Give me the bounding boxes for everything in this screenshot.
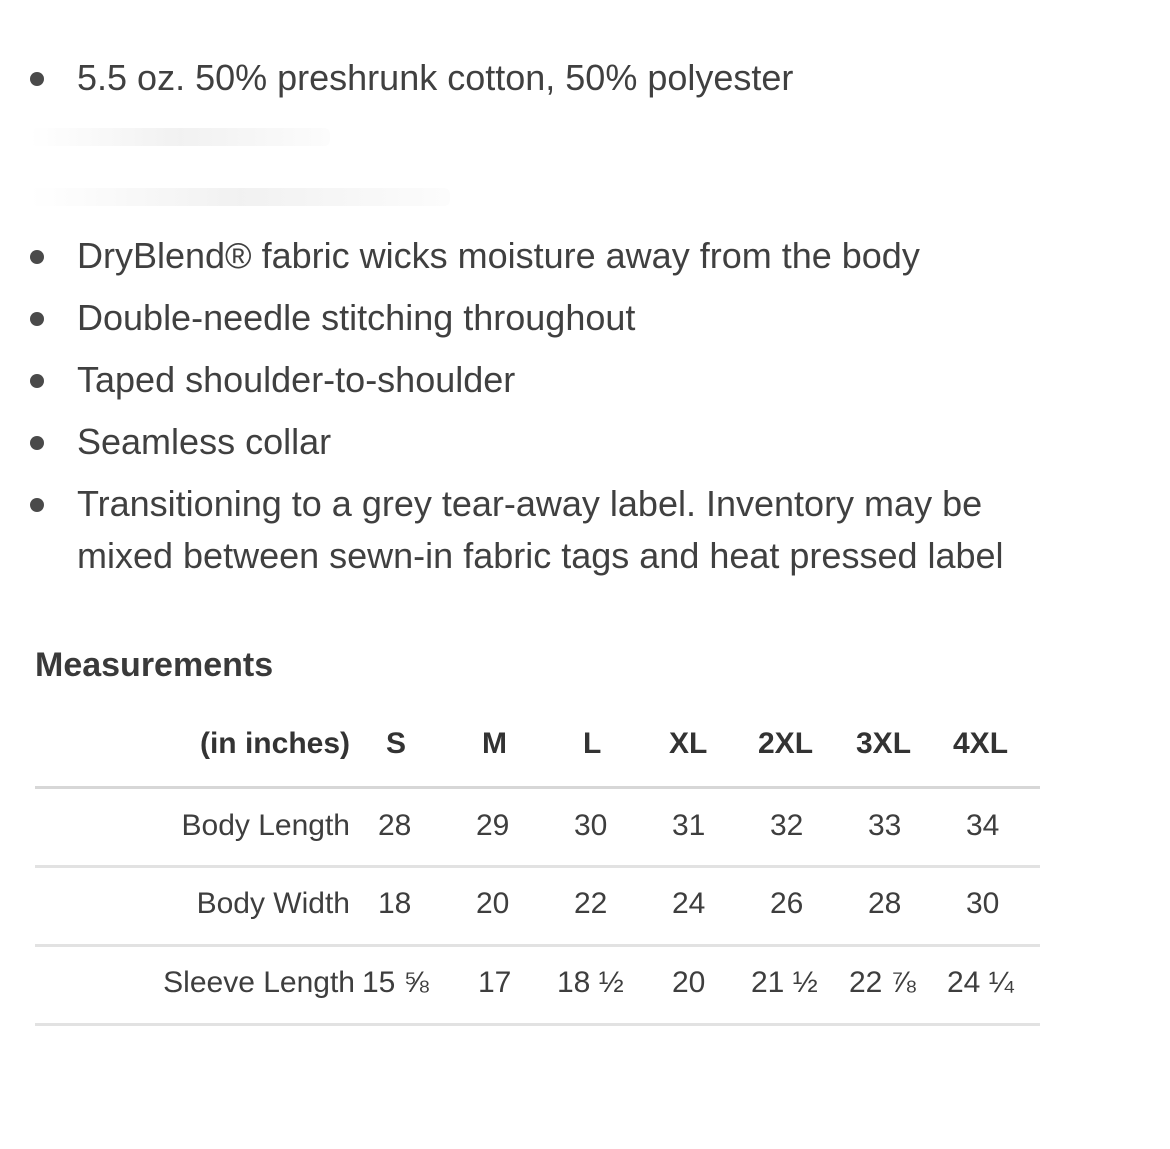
size-header: L <box>583 727 602 760</box>
table-divider <box>35 1023 1040 1026</box>
table-cell: 28 <box>378 809 412 842</box>
table-cell: 28 <box>868 887 902 920</box>
table-cell: 30 <box>574 809 608 842</box>
feature-text: Seamless collar <box>77 421 332 462</box>
row-label: Body Length <box>181 809 350 842</box>
size-header: S <box>386 727 407 760</box>
unit-label: (in inches) <box>199 727 350 760</box>
table-cell: 31 <box>672 809 706 842</box>
feature-text: Taped shoulder-to-shoulder <box>77 359 516 400</box>
table-cell: 29 <box>476 809 510 842</box>
size-header: 3XL <box>856 727 912 760</box>
table-cell: 18 ½ <box>557 966 624 999</box>
table-cell: 15 ⅝ <box>362 966 429 999</box>
size-header: 2XL <box>758 727 814 760</box>
row-label: Sleeve Length <box>163 966 355 999</box>
table-cell: 17 <box>478 966 512 999</box>
table-cell: 20 <box>476 887 510 920</box>
row-label: Body Width <box>196 887 350 920</box>
measurements-title: Measurements <box>35 646 274 684</box>
table-cell: 33 <box>868 809 902 842</box>
table-cell: 26 <box>770 887 804 920</box>
table-cell: 24 <box>672 887 706 920</box>
table-cell: 30 <box>966 887 1000 920</box>
table-cell: 18 <box>378 887 412 920</box>
size-header: M <box>482 727 507 760</box>
table-cell: 34 <box>966 809 1000 842</box>
feature-text: DryBlend® fabric wicks moisture away from the body <box>77 235 920 276</box>
table-divider <box>35 786 1040 789</box>
table-cell: 32 <box>770 809 804 842</box>
table-divider <box>35 865 1040 868</box>
feature-text: 5.5 oz. 50% preshrunk cotton, 50% polyester <box>77 57 794 98</box>
size-header: XL <box>669 727 708 760</box>
feature-text: Double-needle stitching throughout <box>77 297 636 338</box>
table-cell: 22 <box>574 887 608 920</box>
table-cell: 24 ¼ <box>947 966 1014 999</box>
table-cell: 20 <box>672 966 706 999</box>
table-cell: 21 ½ <box>751 966 818 999</box>
size-header: 4XL <box>953 727 1009 760</box>
table-cell: 22 ⅞ <box>849 966 916 999</box>
feature-text: Transitioning to a grey tear-away label. Inventory may be mixed between sewn-in fabric tags and heat pressed label <box>77 483 1004 576</box>
table-divider <box>35 944 1040 947</box>
